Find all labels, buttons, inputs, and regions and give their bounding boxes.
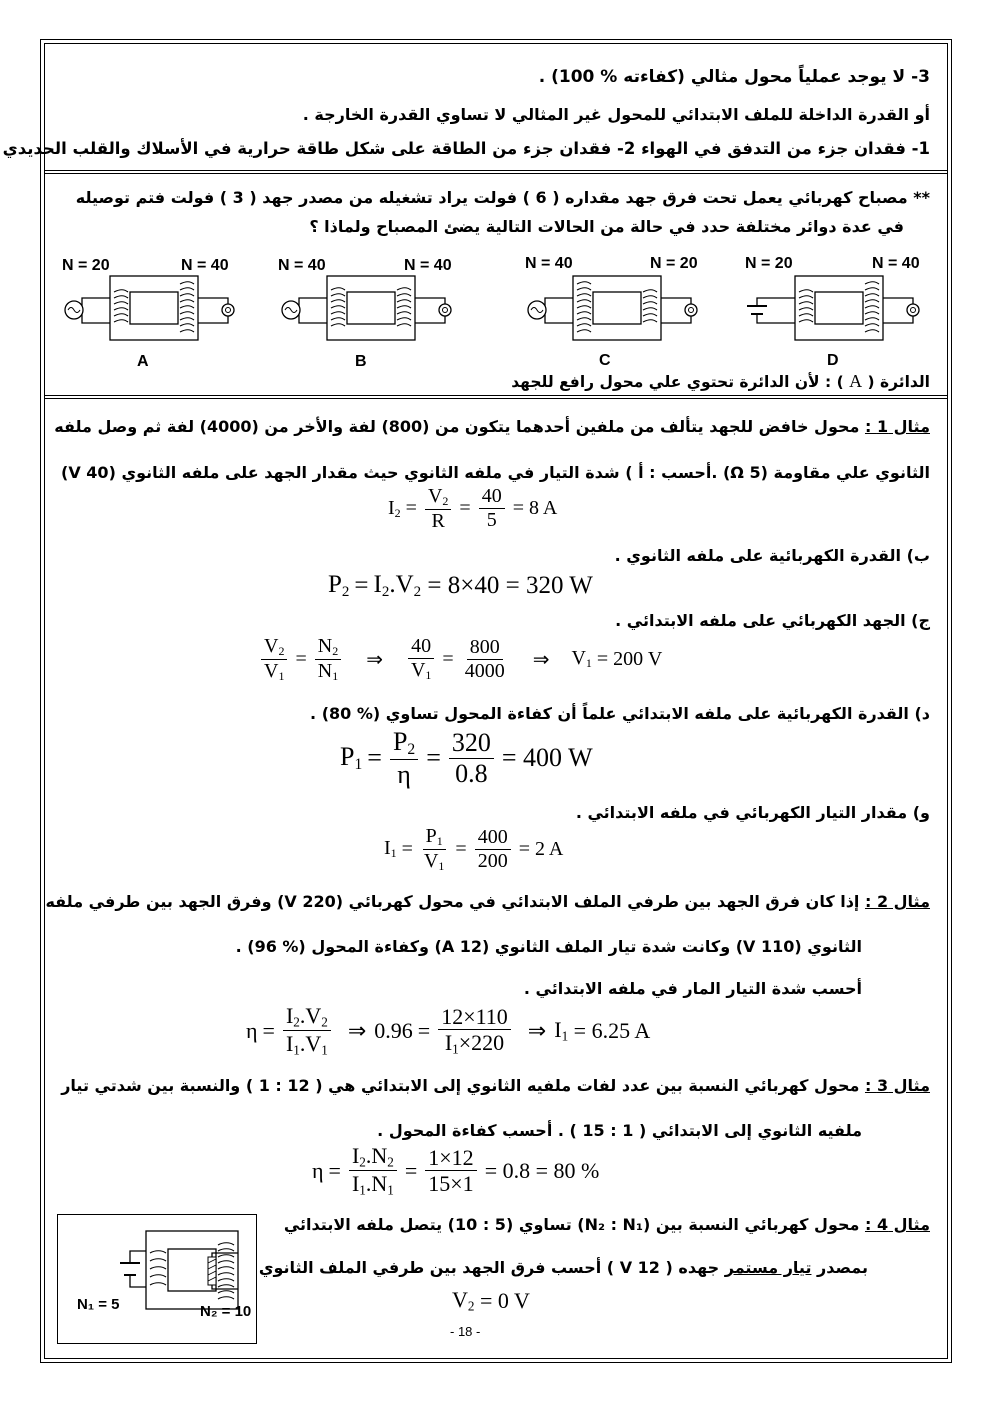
circuit-d-n-right: N = 40 xyxy=(872,255,920,272)
circuit-a-label: A xyxy=(137,353,149,370)
example3-line1 xyxy=(61,1075,930,1097)
example2-title: مثال 2 : xyxy=(864,892,930,911)
example2-line1 xyxy=(45,891,930,913)
example4-diagram-box xyxy=(57,1214,257,1344)
circuit-a-n-right: N = 40 xyxy=(181,257,229,274)
example3-text: محول كهربائي النسبة بين عدد لفات ملفيه الثانوي إلى الابتدائي هي ( 12 : 1 ) والنسبة بين شدتي تيار xyxy=(61,1076,860,1095)
example2-eq: η = $\frac{I_2.V_2}{I_1.V_1}$ ⇒ 0.96 = $\frac{12\times 110}{I_1\times 220}$ ⇒ $I_1$ = 6.25 A xyxy=(246,1003,651,1058)
circuit-c-diagram xyxy=(523,268,703,348)
lamp-question-line2: في عدة دوائر مختلفة حدد في حالة من الحالات التالية يضئ المصباح ولماذا ؟ xyxy=(309,217,904,236)
example4-title: مثال 4 : xyxy=(864,1215,930,1234)
example1-line1 xyxy=(54,416,930,438)
circuit-a-n-left: N = 20 xyxy=(62,257,110,274)
example4-line2: بمصدر تيار مستمر جهده ( 12 V ) أحسب فرق الجهد بين طرفي الملف الثانوي xyxy=(258,1258,868,1277)
example2-text: إذا كان فرق الجهد بين طرفي الملف الابتدائي في محول كهربائي (V 220) وفرق الجهد بين طرفي ملفه xyxy=(45,892,860,911)
ideal-transformer-note: 3- لا يوجد عملياً محول مثالي (كفاءته % 100) . xyxy=(538,67,930,87)
section-divider xyxy=(44,170,948,174)
circuit-b-n-left: N = 40 xyxy=(278,257,326,274)
example4-n1: N₁ = 5 xyxy=(77,1296,120,1313)
example1-eq-d: $P_1$ = $\frac{P_2}{\eta}$ = $\frac{320}{0.8}$ = 400 W xyxy=(340,727,593,790)
page-number: - 18 - xyxy=(450,1324,481,1339)
example1-eq-c: $\frac{V_2}{V_1}$ = $\frac{N_2}{N_1}$ ⇒ $\frac{40}{V_1}$ = $\frac{800}{4000}$ ⇒ $V_1$ = 200 V xyxy=(258,636,662,682)
lamp-question-line1: ** مصباح كهربائي يعمل تحت فرق جهد مقداره ( 6 ) فولت يراد تشغيله من مصدر جهد ( 3 ) فولت فتم توصيله xyxy=(75,188,930,207)
example1-part-e: و) مقدار التيار الكهربائي في ملفه الابتدائي . xyxy=(575,803,930,822)
circuit-c-label: C xyxy=(599,352,611,369)
answer-prefix: الدائرة ( xyxy=(867,373,930,391)
example1-part-b: ب) القدرة الكهربائية على ملفه الثانوي . xyxy=(614,546,930,565)
answer-letter: A xyxy=(849,371,863,391)
circuit-d-diagram xyxy=(745,268,925,348)
example4-transformer-diagram xyxy=(58,1215,258,1345)
eq-a-lhs: $I_2$ xyxy=(388,496,401,520)
circuit-b-diagram xyxy=(277,268,457,348)
example2-line3: أحسب شدة التيار المار في ملفه الابتدائي . xyxy=(523,979,862,998)
circuit-a-diagram xyxy=(60,268,240,348)
circuit-b-n-right: N = 40 xyxy=(404,257,452,274)
circuit-b-label: B xyxy=(355,353,367,370)
example1-part-c: ج) الجهد الكهربائي على ملفه الابتدائي . xyxy=(615,611,930,630)
example1-part-d: د) القدرة الكهربائية على ملفه الابتدائي علماً أن كفاءة المحول تساوي (% 80) . xyxy=(310,704,930,723)
lamp-answer xyxy=(511,370,930,393)
circuit-c-n-left: N = 40 xyxy=(525,255,573,272)
example1-eq-e: $I_1$ = $\frac{P_1}{V_1}$ = $\frac{400}{200}$ = 2 A xyxy=(384,825,564,873)
circuit-d-n-left: N = 20 xyxy=(745,255,793,272)
answer-suffix: ) : لأن الدائرة تحتوي علي محول رافع للجهد xyxy=(511,373,844,391)
example3-eq: η = $\frac{I_2.N_2}{I_1.N_1}$ = $\frac{1\times 12}{15\times 1}$ = 0.8 = 80 % xyxy=(312,1143,600,1198)
power-note: أو القدرة الداخلة للملف الابتدائي للمحول غير المثالي لا تساوي القدرة الخارجة . xyxy=(302,105,930,124)
example4-text: محول كهربائي النسبة بين (N₂ : N₁) تساوي (5 : 10) يتصل ملفه الابتدائي xyxy=(283,1215,860,1234)
example1-eq-a: $I_2$ = $\frac{V_2}{R}$ = $\frac{40}{5}$ = 8 A xyxy=(388,485,558,532)
example4-line1 xyxy=(284,1214,930,1236)
example1-text: محول خافض للجهد يتألف من ملفين أحدهما يتكون من (800) لفة والأخر من (4000) لفة ثم وصل ملفه xyxy=(54,417,860,436)
example3-title: مثال 3 : xyxy=(864,1076,930,1095)
section-divider xyxy=(44,395,948,399)
example4-eq: $V_2$ = 0 V xyxy=(452,1287,530,1314)
circuit-d-label: D xyxy=(827,352,839,369)
circuit-c-n-right: N = 20 xyxy=(650,255,698,272)
example4-n2: N₂ = 10 xyxy=(200,1303,252,1320)
example3-line2: ملفيه الثانوي إلى الابتدائي ( 1 : 15 ) . أحسب كفاءة المحول . xyxy=(377,1121,862,1140)
example2-line2: الثانوي (V 110) وكانت شدة تيار الملف الثانوي (A 12) وكفاءة المحول (% 96) . xyxy=(235,937,862,956)
example1-eq-b: $P_2$ = $I_2.V_2$ = 8×40 = 320 W xyxy=(328,571,593,600)
example1-line2: الثانوي علي مقاومة (Ω 5) .أحسب : أ ) شدة التيار في ملفه الثانوي حيث مقدار الجهد على ملفه الثانوي (V 40) xyxy=(61,463,930,482)
example1-title: مثال 1 : xyxy=(864,417,930,436)
losses-note: 1- فقدان جزء من التدفق في الهواء 2- فقدان جزء من الطاقة على شكل طاقة حرارية في الأسلاك والقلب الحديدي xyxy=(2,139,930,158)
